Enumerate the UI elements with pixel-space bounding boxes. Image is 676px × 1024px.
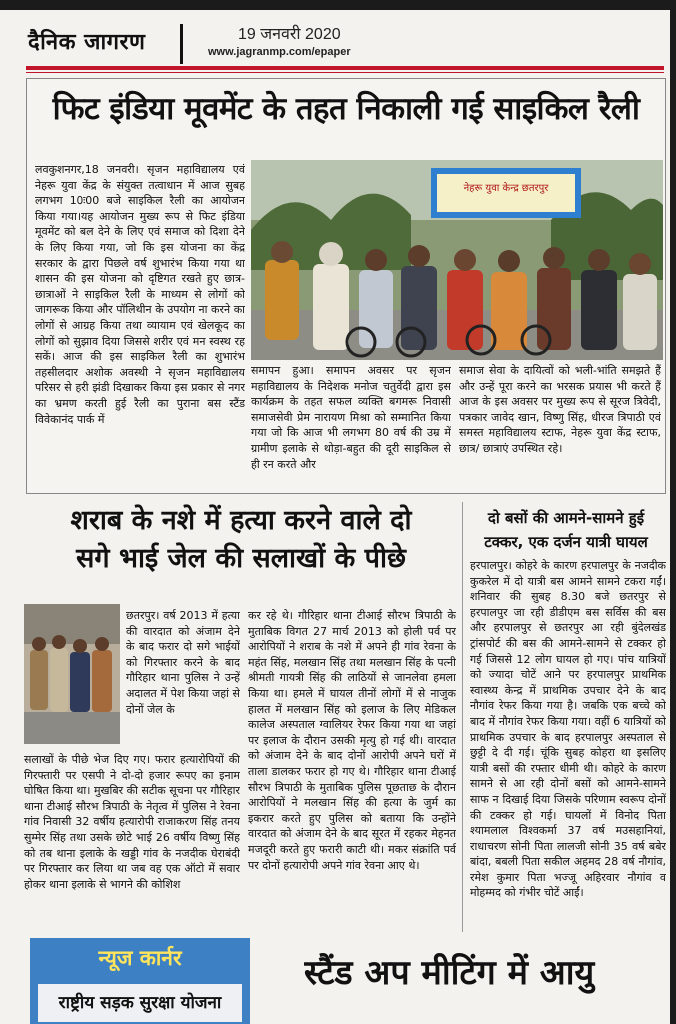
story-bus-accident-body: हरपालपुर। कोहरे के कारण हरपालपुर के नजदीक कुकरेल में दो यात्री बस आमने सामने टकरा गईं। शनिवार की सुबह 8.30 बजे छतरपुर से हरपालपुर जा रही डीडीएम बस सर्विस की बस और हरपालपुर से छतरपुर आ रही बुंदेलखंड ट्रांसपोर्ट की बस की आमने-सामने से टक्कर हो गई जिससे 12 लोग घायल हो गए। पांच यात्रियों को ज्यादा चोटें आने पर हरपालपुर प्राथमिक स्वास्थ्य केन्द्र में प्राथमिक उपचार देने के बाद नौगांव रेफर किया गया है। जबकि एक बच्चे को बाद में नौगांव रेफर किया गया। वहीं 6 यात्रियों को प्राथमिक उपचार के बाद हरपालपुर अस्पताल से छुट्टी दे दी गई। चूंकि सुबह कोहरा था इसलिए यात्री बसों की रफ्तार धीमी थी। कोहरे के कारण सामने से आ रही दोनों बसों को आमने-सामने साफ न दिखाई दिया जिसके परिणाम स्वरूप दोनों की टक्कर हो गई। घायलों में विनोद पिता श्यामलाल विश्वकर्मा 37 वर्ष मउसहानियां, राधाचरण सोनी पिता लालजी सोनी 35 वर्ष बबेर बांदा, बबली पिता सकील अहमद 28 वर्ष नौगांव, रमेश कुमार पिता भज्जू अहिरवार नौगांव व मोहम्मद को गंभीर चोटें आईं।: [470, 559, 666, 900]
right-border: [670, 0, 676, 1024]
cycle-rally-photo-image: [251, 160, 663, 360]
news-corner-title: न्यूज कार्नर: [98, 946, 182, 970]
bottom-story-headline: स्टैंड अप मीटिंग में आयु: [304, 953, 595, 993]
arrested-brothers-photo: [24, 604, 120, 744]
masthead-rule: [26, 66, 664, 70]
story-murder-headline-line-1: शराब के नशे में हत्या करने वाले दो: [70, 505, 412, 536]
news-corner-subtitle: राष्ट्रीय सड़क सुरक्षा योजना: [38, 984, 242, 1022]
story-bus-accident-headline: दो बसों की आमने-सामने हुई टक्कर, एक दर्जन यात्री घायल: [484, 509, 648, 551]
banner-text: नेहरू युवा केन्द्र छतरपुर: [463, 183, 549, 194]
story-cycle-rally: [26, 78, 666, 494]
story-murder-headline: [26, 502, 456, 578]
edition-date: 19 जनवरी 2020: [238, 26, 341, 43]
masthead: [28, 18, 668, 64]
cycle-rally-photo: [251, 160, 663, 360]
story-cycle-rally-column-3: समाज सेवा के दायित्वों को भली-भांति समझते हैं और उन्हें पूरा करने का भरसक प्रयास भी करते हैं आज के इस अवसर पर मुख्य रूप से सूरज त्रिवेदी, पत्रकार जावेद खान, विष्णु सिंह, धीरज त्रिपाठी एवं समस्त महाविद्यालय स्टाफ, नेहरू युवा केंद्र स्टाफ, छात्र/ छात्राएं उपस्थित रहे।: [459, 364, 661, 455]
newspaper-logo: दैनिक जागरण: [28, 29, 146, 55]
story-cycle-rally-column-2: समापन हुआ। समापन अवसर पर सृजन महाविद्यालय के निदेशक मनोज चतुर्वेदी द्वारा इस कार्यक्रम के तहत सफल व्यक्ति बगमरू निवासी समाजसेवी प्रेम नारायण मिश्रा को सम्मानित किया गया जो कि आज भी लगभग 80 वर्ष की उम्र में ग्रामीण इलाके से थोड़ा-बहुत की दूरी साइकिल से ही रन करते और: [251, 364, 451, 471]
story-murder-column-1: सलाखों के पीछे भेज दिए गए। फरार हत्यारोपियों की गिरफ्तारी पर एसपी ने दो-दो हजार रूपए का इनाम घोषित किया था। मुखबिर की सटीक सूचना पर गौरिहार थाना टीआई सौरभ त्रिपाठी के नेतृत्व में पुलिस ने रेवना गांव निवासी 32 वर्षीय हत्यारोपी राजाकरण सिंह तनय सुम्मेर सिंह तथा उसके छोटे भाई 26 वर्षीय विष्णु सिंह को तब थाना इलाके के खड्डी गांव के नजदीक घेराबंदी पर गिरफ्तार कर लिया था जब वह एक ऑटो में सवार होकर थाना इलाके से भागने की कोशिश: [24, 753, 240, 891]
story-murder-column-2: कर रहे थे। गौरिहार थाना टीआई सौरभ त्रिपाठी के मुताबिक विगत 27 मार्च 2013 को होली पर्व पर आरोपियों ने शराब के नशे में अपने ही गांव रेवना के महंत सिंह, मलखान सिंह तथा मलखान सिंह के पत्नी श्रीमती गायत्री सिंह की लाठियों से जानलेवा हमला किया था। हमले में घायल तीनों लोगों में से नाजुक हालत में मलखान सिंह को इलाज के लिए मेडिकल कालेज अस्पताल ग्वालियर रेफर किया गया था जहां पर इलाज के दौरान उसकी मृत्यु हो गई थी। वारदात को अंजाम देने के बाद दोनों आरोपी अपने घरों में ताला डालकर फरार हो गए थे। गौरिहार थाना टीआई सौरभ त्रिपाठी के मुताबिक पुलिस पूछताछ के दौरान आरोपियों ने मलखान सिंह की हत्या के जुर्म का इकरार करते हुए पुलिस को बताया कि उन्होंने वारदात को अंजाम देने के बाद सूरत में रहकर मेहनत मजदूरी करते हुए फरारी काटी थी। मकर संक्रांति पर्व पर दोनों हत्यारोपी अपने गांव रेवना आए थे।: [248, 609, 456, 872]
top-border: [0, 0, 676, 10]
story-murder-headline-line-2: सगे भाई जेल की सलाखों के पीछे: [76, 543, 406, 574]
story-cycle-rally-column-1: लवकुशनगर,18 जनवरी। सृजन महाविद्यालय एवं नेहरू युवा केंद्र के संयुक्त तत्वाधान में आज सुबह लगभग 10ः00 बजे साइकिल रैली का आयोजन किया गया।यह आयोजन मुख्य रूप से फिट इंडिया मूवमेंट को बल देने के लिए एवं समाज को दिशा देने के लिए किया गया, जो कि इस योजना का केंद्र सरकार के द्वारा पिछले वर्ष शुभारंभ किया गया था शासन की इस योजना को दृष्टिगत रखते हुए छात्र-छात्राओं ने साइकिल रैली के माध्यम से लोगों को जागरूक किया और पॉलिथीन के उपयोग ना करने का लोगों से आग्रह किया तथा व्यायाम एवं खेलकूद का लोगों को सुझाव दिया जिससे शरीर एवं मन स्वस्थ रह सकें। आज की इस साइकिल रैली का शुभारंभ तहसीलदार अशोक अवस्थी ने सृजन महाविद्यालय परिसर से हरी झंडी दिखाकर किया इस प्रकार से नगर का भ्रमण करती हुई रैली का पुराना बस स्टैंड विवेकानंद पार्क में: [35, 163, 245, 426]
column-divider: [462, 502, 463, 932]
arrested-brothers-photo-image: [24, 604, 120, 744]
news-corner-box: [30, 938, 250, 1024]
masthead-rule-thin: [26, 72, 664, 73]
epaper-url[interactable]: www.jagranmp.com/epaper: [208, 46, 351, 58]
masthead-divider: [180, 24, 183, 64]
story-cycle-rally-headline: फिट इंडिया मूवमेंट के तहत निकाली गई साइकिल रैली: [52, 91, 640, 127]
story-murder-column-1-side: छतरपुर। वर्ष 2013 में हत्या की वारदात को अंजाम देने के बाद फरार दो सगे भाईयों को गिरफ्तार करने के बाद गौरिहार थाना पुलिस ने उन्हें अदालत में पेश किया जहां से दोनों जेल के: [126, 609, 240, 716]
